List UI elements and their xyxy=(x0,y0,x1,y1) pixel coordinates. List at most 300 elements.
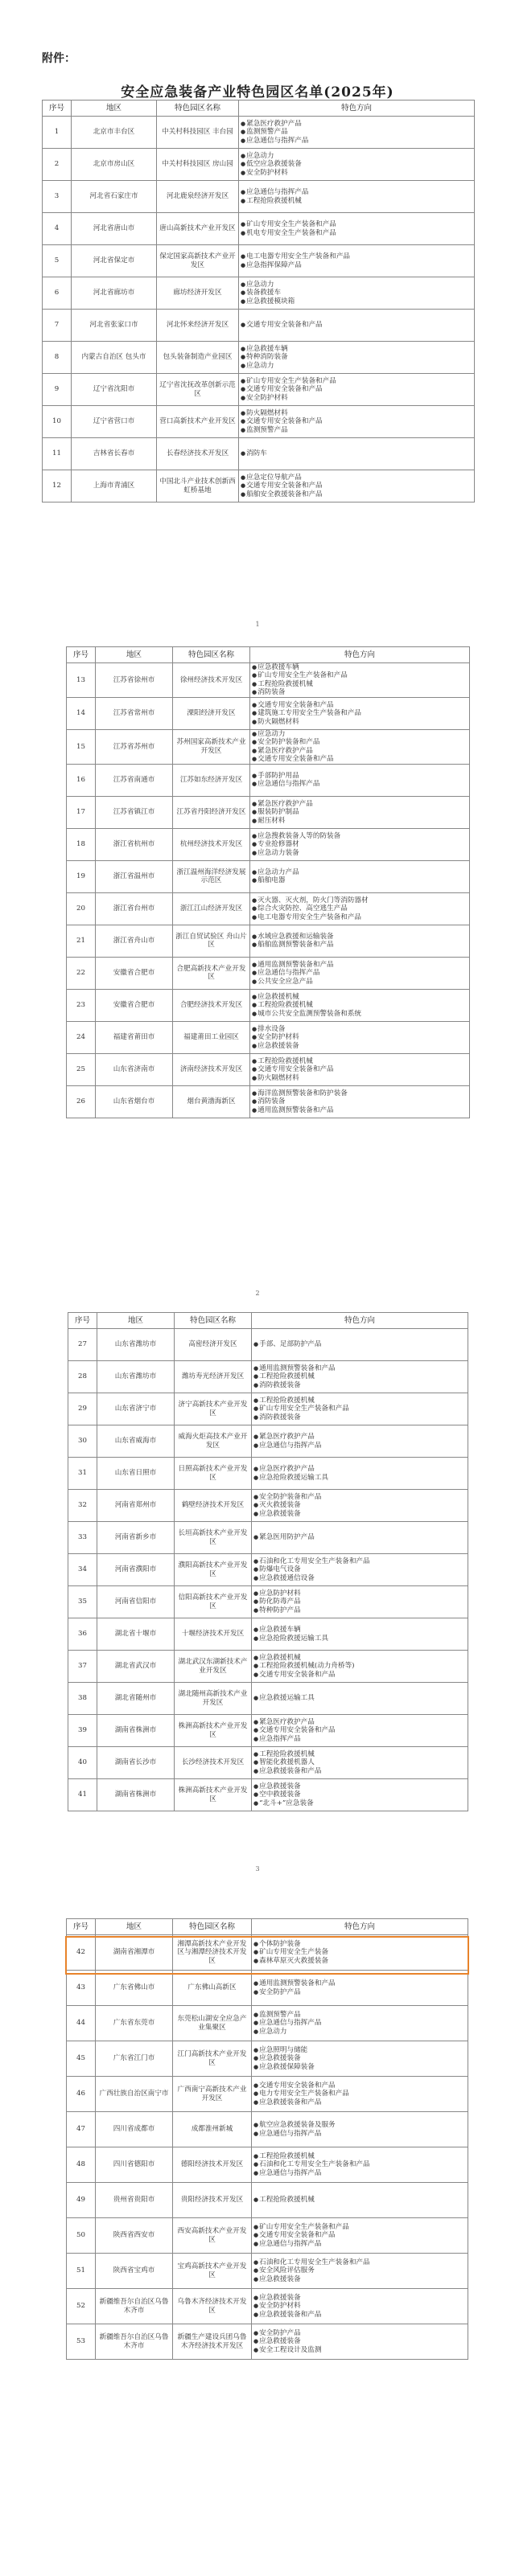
row-number: 34 xyxy=(68,1554,97,1586)
row-directions xyxy=(252,2324,468,2360)
row-number: 32 xyxy=(68,1490,97,1522)
row-region: 河北省石家庄市 xyxy=(72,181,157,213)
direction-item: ● 安全防护装备和产品 xyxy=(252,738,468,746)
row-directions xyxy=(252,2289,468,2324)
direction-item: ● 应急通信与指挥产品 xyxy=(241,137,472,145)
document-title: 安全应急装备产业特色园区名单(2025年) xyxy=(121,84,394,100)
direction-item: ● 交通专用安全装备和产品 xyxy=(241,321,472,329)
direction-item: ● 应急搜救装备人等的防装备 xyxy=(252,832,468,840)
row-region: 河北省张家口市 xyxy=(72,310,157,342)
row-directions xyxy=(250,925,470,957)
attachment-label: 附件： xyxy=(42,52,76,65)
direction-item: ● 应急救援装备 xyxy=(253,1782,466,1790)
direction-item: ● 应急通信与指挥产品 xyxy=(253,1442,466,1450)
row-directions xyxy=(250,796,470,828)
row-directions xyxy=(250,1021,470,1053)
row-region: 上海市青浦区 xyxy=(72,470,157,502)
direction-item: ● 交通专用安全装备和产品 xyxy=(253,2231,466,2239)
row-region: 浙江省舟山市 xyxy=(96,925,173,957)
direction-item: ● 通用监测预警装备和产品 xyxy=(253,1364,466,1372)
direction-item: ● 消防车 xyxy=(241,449,472,457)
table-row xyxy=(67,663,470,698)
direction-item: ● 交通专用安全装备和产品 xyxy=(253,1671,466,1679)
row-directions xyxy=(239,277,475,310)
row-number: 15 xyxy=(67,729,96,764)
row-park-name: 合肥高新技术产业开发区 xyxy=(173,957,250,989)
direction-item: ● 工程抢险救援机械 xyxy=(253,1372,466,1380)
row-region: 河北省廊坊市 xyxy=(72,277,157,310)
direction-item: ● 应急医疗救护产品 xyxy=(253,1465,466,1473)
row-number: 33 xyxy=(68,1522,97,1554)
header-park: 特色园区名称 xyxy=(175,1313,252,1329)
direction-item: ● 工程抢险救援机械 xyxy=(252,1001,468,1009)
direction-item: ● 防火隔燃材料 xyxy=(252,1074,468,1082)
row-number: 36 xyxy=(68,1618,97,1651)
header-park: 特色园区名称 xyxy=(157,100,239,117)
row-park-name: 长垣高新技术产业开发区 xyxy=(175,1522,252,1554)
row-park-name: 株洲高新技术产业开发区 xyxy=(175,1779,252,1811)
row-region: 河南省新乡市 xyxy=(97,1522,175,1554)
row-park-name: 广东佛山高新区 xyxy=(173,1971,252,2006)
row-region: 山东省烟台市 xyxy=(96,1085,173,1118)
row-park-name: 潍坊寿光经济开发区 xyxy=(175,1361,252,1393)
direction-item: ● 应急救援车辆 xyxy=(241,345,472,353)
row-directions xyxy=(252,1715,468,1747)
row-directions xyxy=(250,663,470,698)
table-row xyxy=(68,1458,468,1490)
row-number: 27 xyxy=(68,1329,97,1361)
row-number: 25 xyxy=(67,1053,96,1085)
table-row xyxy=(68,1425,468,1458)
direction-item: ● 交通专用安全装备和产品 xyxy=(241,482,472,490)
direction-item: ● 工程抢险救援机械 xyxy=(253,2196,466,2204)
row-park-name: 长春经济技术开发区 xyxy=(157,438,239,470)
row-region: 山东省济南市 xyxy=(96,1053,173,1085)
row-park-name: 包头装备制造产业园区 xyxy=(157,342,239,374)
direction-item: ● 紧急医疗救护产品 xyxy=(252,747,468,755)
header-direction: 特色方向 xyxy=(252,1919,468,1935)
row-directions xyxy=(239,213,475,245)
row-park-name: 辽宁省沈抚改革创新示范区 xyxy=(157,374,239,406)
direction-item: ● 紧急医疗救护产品 xyxy=(241,120,472,128)
direction-item: ● 船舶安全救援装备和产品 xyxy=(241,490,472,498)
header-region: 地区 xyxy=(97,1313,175,1329)
table-row xyxy=(43,245,475,277)
row-directions xyxy=(252,2006,468,2041)
direction-item: ● 应急救援保障装备 xyxy=(253,2063,466,2071)
row-region: 湖北省武汉市 xyxy=(97,1651,175,1683)
row-number: 48 xyxy=(67,2147,96,2183)
direction-item: ● 应急抢险救援运输工具 xyxy=(253,1635,466,1643)
row-region: 江苏省南通市 xyxy=(96,764,173,796)
direction-item: ● 工程抢险救援机械(动力舟桥等) xyxy=(253,1662,466,1670)
row-park-name: 成都淮州新城 xyxy=(173,2112,252,2147)
row-park-name: 营口高新技术产业开发区 xyxy=(157,406,239,438)
row-number: 39 xyxy=(68,1715,97,1747)
row-park-name: 乌鲁木齐经济技术开发区 xyxy=(173,2289,252,2324)
row-number: 9 xyxy=(43,374,72,406)
header-direction: 特色方向 xyxy=(250,647,470,663)
row-directions xyxy=(252,1779,468,1811)
row-number: 2 xyxy=(43,149,72,181)
direction-item: ● 公共安全应急产品 xyxy=(252,978,468,986)
row-region: 山东省潍坊市 xyxy=(97,1361,175,1393)
direction-item: ● 紧急医用防护产品 xyxy=(253,1533,466,1541)
row-number: 11 xyxy=(43,438,72,470)
row-directions xyxy=(252,1554,468,1586)
table-row xyxy=(67,828,470,860)
direction-item: ● 应急定位导航产品 xyxy=(241,474,472,482)
direction-item: ● 应急救援装备 xyxy=(253,2337,466,2345)
direction-item: ● 矿山专用安全生产装备 xyxy=(253,1948,466,1956)
row-number: 3 xyxy=(43,181,72,213)
row-park-name: 济南经济技术开发区 xyxy=(173,1053,250,1085)
direction-item: ● 矿山专用安全生产装备和产品 xyxy=(253,2223,466,2231)
row-park-name: 江苏如东经济开发区 xyxy=(173,764,250,796)
row-park-name: 河北怀来经济开发区 xyxy=(157,310,239,342)
direction-item: ● 工程抢险救援机械 xyxy=(253,1750,466,1758)
row-directions xyxy=(252,1329,468,1361)
row-park-name: 江门高新技术产业开发区 xyxy=(173,2041,252,2077)
direction-item: ● 航空应急救援装备及服务 xyxy=(253,2121,466,2129)
table-row xyxy=(67,796,470,828)
table-header-row xyxy=(67,1919,468,1935)
direction-item: ● 应急通信与指挥产品 xyxy=(253,2130,466,2138)
header-region: 地区 xyxy=(72,100,157,117)
row-park-name: 廊坊经济开发区 xyxy=(157,277,239,310)
direction-item: ● 工程抢险救援机械 xyxy=(252,1057,468,1065)
direction-item: ● 耐压材料 xyxy=(252,817,468,825)
direction-item: ● 石油和化工专用安全生产装备和产品 xyxy=(253,2258,466,2266)
table-row xyxy=(43,117,475,149)
direction-item: ● 应急动力 xyxy=(252,730,468,738)
header-park: 特色园区名称 xyxy=(173,647,250,663)
direction-item: ● 工程抢险救援机械 xyxy=(241,197,472,205)
row-number: 46 xyxy=(67,2077,96,2112)
direction-item: ● 电力专用安全生产装备和产品 xyxy=(253,2090,466,2098)
table-row xyxy=(68,1490,468,1522)
table-header-row xyxy=(68,1313,468,1329)
direction-item: ● 紧急医疗救护产品 xyxy=(253,1433,466,1441)
row-number: 4 xyxy=(43,213,72,245)
direction-item: ● “北斗+”应急装备 xyxy=(253,1799,466,1807)
table-row xyxy=(67,2147,468,2183)
direction-item: ● 应急救援运输工具 xyxy=(253,1694,466,1702)
table-header-row xyxy=(43,100,475,117)
row-number: 24 xyxy=(67,1021,96,1053)
table-row xyxy=(67,892,470,925)
row-directions xyxy=(250,957,470,989)
table-row xyxy=(67,2041,468,2077)
table-row xyxy=(67,2218,468,2254)
direction-item: ● 矿山专用安全生产装备和产品 xyxy=(252,671,468,679)
row-region: 浙江省温州市 xyxy=(96,860,173,892)
row-directions xyxy=(252,1651,468,1683)
row-park-name: 湖北随州高新技术产业开发区 xyxy=(175,1683,252,1715)
row-region: 北京市丰台区 xyxy=(72,117,157,149)
direction-item: ● 交通专用安全装备和产品 xyxy=(252,701,468,709)
row-park-name: 东莞松山湖安全应急产业集聚区 xyxy=(173,2006,252,2041)
row-directions xyxy=(250,1085,470,1118)
direction-item: ● 监测预警产品 xyxy=(253,2011,466,2019)
direction-item: ● 安全防护材料 xyxy=(252,1033,468,1041)
row-number: 17 xyxy=(67,796,96,828)
direction-item: ● 水域应急救援和运输装备 xyxy=(252,933,468,941)
row-number: 47 xyxy=(67,2112,96,2147)
row-region: 河南省信阳市 xyxy=(97,1586,175,1618)
row-park-name: 浙江江山经济开发区 xyxy=(173,892,250,925)
direction-item: ● 应急通信与指挥产品 xyxy=(252,780,468,788)
row-park-name: 宝鸡高新技术产业开发区 xyxy=(173,2254,252,2289)
row-region: 山东省日照市 xyxy=(97,1458,175,1490)
row-directions xyxy=(239,470,475,502)
direction-item: ● 消防装备 xyxy=(252,1097,468,1105)
direction-item: ● 应急救援机械 xyxy=(253,1654,466,1662)
direction-item: ● 低空应急救援装备 xyxy=(241,160,472,168)
direction-item: ● 应急救援装备和产品 xyxy=(253,2311,466,2319)
row-directions xyxy=(252,2041,468,2077)
row-number: 37 xyxy=(68,1651,97,1683)
row-region: 安徽省合肥市 xyxy=(96,957,173,989)
row-region: 湖南省株洲市 xyxy=(97,1779,175,1811)
row-park-name: 威海火炬高技术产业开发区 xyxy=(175,1425,252,1458)
row-park-name: 长沙经济技术开发区 xyxy=(175,1747,252,1779)
row-directions xyxy=(252,1458,468,1490)
row-number: 30 xyxy=(68,1425,97,1458)
direction-item: ● 应急救援装备 xyxy=(253,2275,466,2283)
row-park-name: 江苏省丹阳经济开发区 xyxy=(173,796,250,828)
row-number: 52 xyxy=(67,2289,96,2324)
row-region: 广东省佛山市 xyxy=(96,1971,173,2006)
direction-item: ● 应急救援车辆 xyxy=(252,663,468,671)
row-number: 29 xyxy=(68,1393,97,1425)
row-directions xyxy=(252,1683,468,1715)
table-row xyxy=(67,2254,468,2289)
row-park-name: 新疆生产建设兵团乌鲁木齐经济技术开发区 xyxy=(173,2324,252,2360)
table-row xyxy=(43,374,475,406)
table-row xyxy=(68,1779,468,1811)
header-no: 序号 xyxy=(43,100,72,117)
direction-item: ● 安全工程设计及监测 xyxy=(253,2346,466,2354)
row-number: 50 xyxy=(67,2218,96,2254)
page-mark: 3 xyxy=(255,1865,260,1873)
row-directions xyxy=(252,2147,468,2183)
row-directions xyxy=(250,860,470,892)
park-table-page-4 xyxy=(66,1918,468,2360)
direction-item: ● 通用监测预警装备和产品 xyxy=(252,1106,468,1114)
row-directions xyxy=(252,1361,468,1393)
table-row xyxy=(43,406,475,438)
direction-item: ● 船舶电器 xyxy=(252,876,468,884)
table-row xyxy=(67,1085,470,1118)
row-number: 20 xyxy=(67,892,96,925)
row-region: 江苏省镇江市 xyxy=(96,796,173,828)
table-row xyxy=(67,957,470,989)
row-region: 福建省莆田市 xyxy=(96,1021,173,1053)
row-park-name: 浙江自贸试验区 舟山片区 xyxy=(173,925,250,957)
table-row xyxy=(43,213,475,245)
row-number: 6 xyxy=(43,277,72,310)
row-number: 18 xyxy=(67,828,96,860)
direction-item: ● 城市公共安全监测预警装备和系统 xyxy=(252,1010,468,1018)
table-row xyxy=(68,1715,468,1747)
direction-item: ● 防火隔燃材料 xyxy=(241,409,472,417)
direction-item: ● 应急救援装备和产品 xyxy=(253,2098,466,2106)
direction-item: ● 装备救援车 xyxy=(241,289,472,297)
direction-item: ● 应急救援装备 xyxy=(253,2054,466,2062)
row-number: 14 xyxy=(67,697,96,729)
row-directions xyxy=(250,1053,470,1085)
row-directions xyxy=(252,2218,468,2254)
row-number: 21 xyxy=(67,925,96,957)
direction-item: ● 交通专用安全装备和产品 xyxy=(241,417,472,425)
row-number: 23 xyxy=(67,989,96,1021)
direction-item: ● 石油和化工专用安全生产装备和产品 xyxy=(253,1557,466,1565)
page-mark: 1 xyxy=(255,621,260,628)
row-region: 山东省潍坊市 xyxy=(97,1329,175,1361)
row-directions xyxy=(252,1490,468,1522)
table-row xyxy=(68,1329,468,1361)
table-header-row xyxy=(67,647,470,663)
direction-item: ● 应急动力 xyxy=(241,281,472,289)
direction-item: ● 应急照明与储能 xyxy=(253,2046,466,2054)
header-region: 地区 xyxy=(96,1919,173,1935)
row-directions xyxy=(239,406,475,438)
row-directions xyxy=(252,1971,468,2006)
direction-item: ● 应急动力 xyxy=(241,362,472,370)
table-row xyxy=(67,729,470,764)
row-park-name: 信阳高新技术产业开发区 xyxy=(175,1586,252,1618)
direction-item: ● 电工电器专用安全生产装备和产品 xyxy=(252,913,468,921)
direction-item: ● 应急救援车辆 xyxy=(253,1626,466,1634)
direction-item: ● 特种消防装备 xyxy=(241,353,472,361)
direction-item: ● 应急救援装备 xyxy=(253,1510,466,1518)
table-row xyxy=(67,925,470,957)
row-park-name: 德阳经济技术开发区 xyxy=(173,2147,252,2183)
row-region: 河北省保定市 xyxy=(72,245,157,277)
row-number: 49 xyxy=(67,2183,96,2218)
header-direction: 特色方向 xyxy=(239,100,475,117)
row-park-name: 中国北斗产业技术创新西虹桥基地 xyxy=(157,470,239,502)
table-row xyxy=(67,1971,468,2006)
direction-item: ● 通用监测预警装备和产品 xyxy=(252,961,468,969)
table-row xyxy=(67,764,470,796)
direction-item: ● 特种防护产品 xyxy=(253,1606,466,1614)
table-row xyxy=(67,860,470,892)
direction-item: ● 应急通信与指挥产品 xyxy=(253,2169,466,2177)
row-park-name: 合肥经济技术开发区 xyxy=(173,989,250,1021)
table-row xyxy=(43,149,475,181)
direction-item: ● 安全防护产品 xyxy=(253,1988,466,1996)
row-directions xyxy=(250,729,470,764)
table-row xyxy=(67,2183,468,2218)
row-region: 北京市房山区 xyxy=(72,149,157,181)
row-number: 26 xyxy=(67,1085,96,1118)
row-directions xyxy=(239,149,475,181)
direction-item: ● 矿山专用安全生产装备和产品 xyxy=(241,377,472,385)
row-number: 38 xyxy=(68,1683,97,1715)
direction-item: ● 应急通信与指挥产品 xyxy=(252,969,468,977)
row-directions xyxy=(250,764,470,796)
row-region: 广东省东莞市 xyxy=(96,2006,173,2041)
direction-item: ● 应急指挥产品 xyxy=(253,1735,466,1743)
direction-item: ● 应急指挥保障产品 xyxy=(241,261,472,269)
row-park-name: 保定国家高新技术产业开发区 xyxy=(157,245,239,277)
direction-item: ● 矿山专用安全生产装备和产品 xyxy=(253,1405,466,1413)
row-region: 河南省濮阳市 xyxy=(97,1554,175,1586)
row-park-name: 溧阳经济开发区 xyxy=(173,697,250,729)
direction-item: ● 监测预警产品 xyxy=(241,128,472,136)
row-park-name: 湖北武汉东湖新技术产业开发区 xyxy=(175,1651,252,1683)
row-number: 1 xyxy=(43,117,72,149)
direction-item: ● 灭火器、灭火剂，防火门等消防器材 xyxy=(252,896,468,904)
table-row xyxy=(68,1747,468,1779)
table-row xyxy=(67,697,470,729)
row-number: 43 xyxy=(67,1971,96,2006)
row-park-name: 贵阳经济技术开发区 xyxy=(173,2183,252,2218)
direction-item: ● 应急通信与指挥产品 xyxy=(253,2019,466,2027)
row-directions xyxy=(250,828,470,860)
direction-item: ● 个体防护装备 xyxy=(253,1940,466,1948)
row-number: 13 xyxy=(67,663,96,698)
row-number: 42 xyxy=(67,1935,96,1971)
direction-item: ● 应急动力产品 xyxy=(252,868,468,876)
row-park-name: 徐州经济技术开发区 xyxy=(173,663,250,698)
direction-item: ● 应急抢险救援运输工具 xyxy=(253,1474,466,1482)
row-number: 7 xyxy=(43,310,72,342)
row-region: 陕西省宝鸡市 xyxy=(96,2254,173,2289)
direction-item: ● 安全防护材料 xyxy=(241,394,472,402)
park-table-page-3 xyxy=(68,1312,468,1811)
direction-item: ● 交通专用安全装备和产品 xyxy=(253,1726,466,1734)
row-number: 35 xyxy=(68,1586,97,1618)
row-region: 内蒙古自治区 包头市 xyxy=(72,342,157,374)
row-park-name: 日照高新技术产业开发区 xyxy=(175,1458,252,1490)
table-row xyxy=(67,2006,468,2041)
direction-item: ● 电工电器专用安全生产装备和产品 xyxy=(241,252,472,260)
row-directions xyxy=(239,245,475,277)
header-no: 序号 xyxy=(68,1313,97,1329)
direction-item: ● 消防救援装备 xyxy=(253,1413,466,1421)
direction-item: ● 消防救援装备 xyxy=(253,1381,466,1389)
direction-item: ● 矿山专用安全生产装备和产品 xyxy=(241,220,472,228)
table-row xyxy=(67,1053,470,1085)
direction-item: ● 工程抢险救援机械 xyxy=(252,680,468,688)
row-region: 贵州省贵阳市 xyxy=(96,2183,173,2218)
row-region: 广东省江门市 xyxy=(96,2041,173,2077)
row-region: 辽宁省营口市 xyxy=(72,406,157,438)
row-number: 10 xyxy=(43,406,72,438)
row-region: 湖南省株洲市 xyxy=(97,1715,175,1747)
header-region: 地区 xyxy=(96,647,173,663)
row-park-name: 广西南宁高新技术产业开发区 xyxy=(173,2077,252,2112)
direction-item: ● 工程抢险救援机械 xyxy=(253,1397,466,1405)
direction-item: ● 应急动力 xyxy=(253,2028,466,2036)
row-region: 吉林省长春市 xyxy=(72,438,157,470)
direction-item: ● 建筑施工专用安全生产装备和产品 xyxy=(252,709,468,717)
row-park-name: 唐山高新技术产业开发区 xyxy=(157,213,239,245)
direction-item: ● 紧急医疗救护产品 xyxy=(253,1718,466,1726)
direction-item: ● 交通专用安全装备和产品 xyxy=(241,385,472,393)
row-park-name: 河北鹿泉经济开发区 xyxy=(157,181,239,213)
table-row xyxy=(67,1021,470,1053)
row-park-name: 杭州经济技术开发区 xyxy=(173,828,250,860)
direction-item: ● 防火隔燃材料 xyxy=(252,718,468,726)
row-directions xyxy=(250,892,470,925)
row-number: 22 xyxy=(67,957,96,989)
row-region: 新疆维吾尔自治区乌鲁木齐市 xyxy=(96,2289,173,2324)
park-table-page-2 xyxy=(66,646,470,1118)
